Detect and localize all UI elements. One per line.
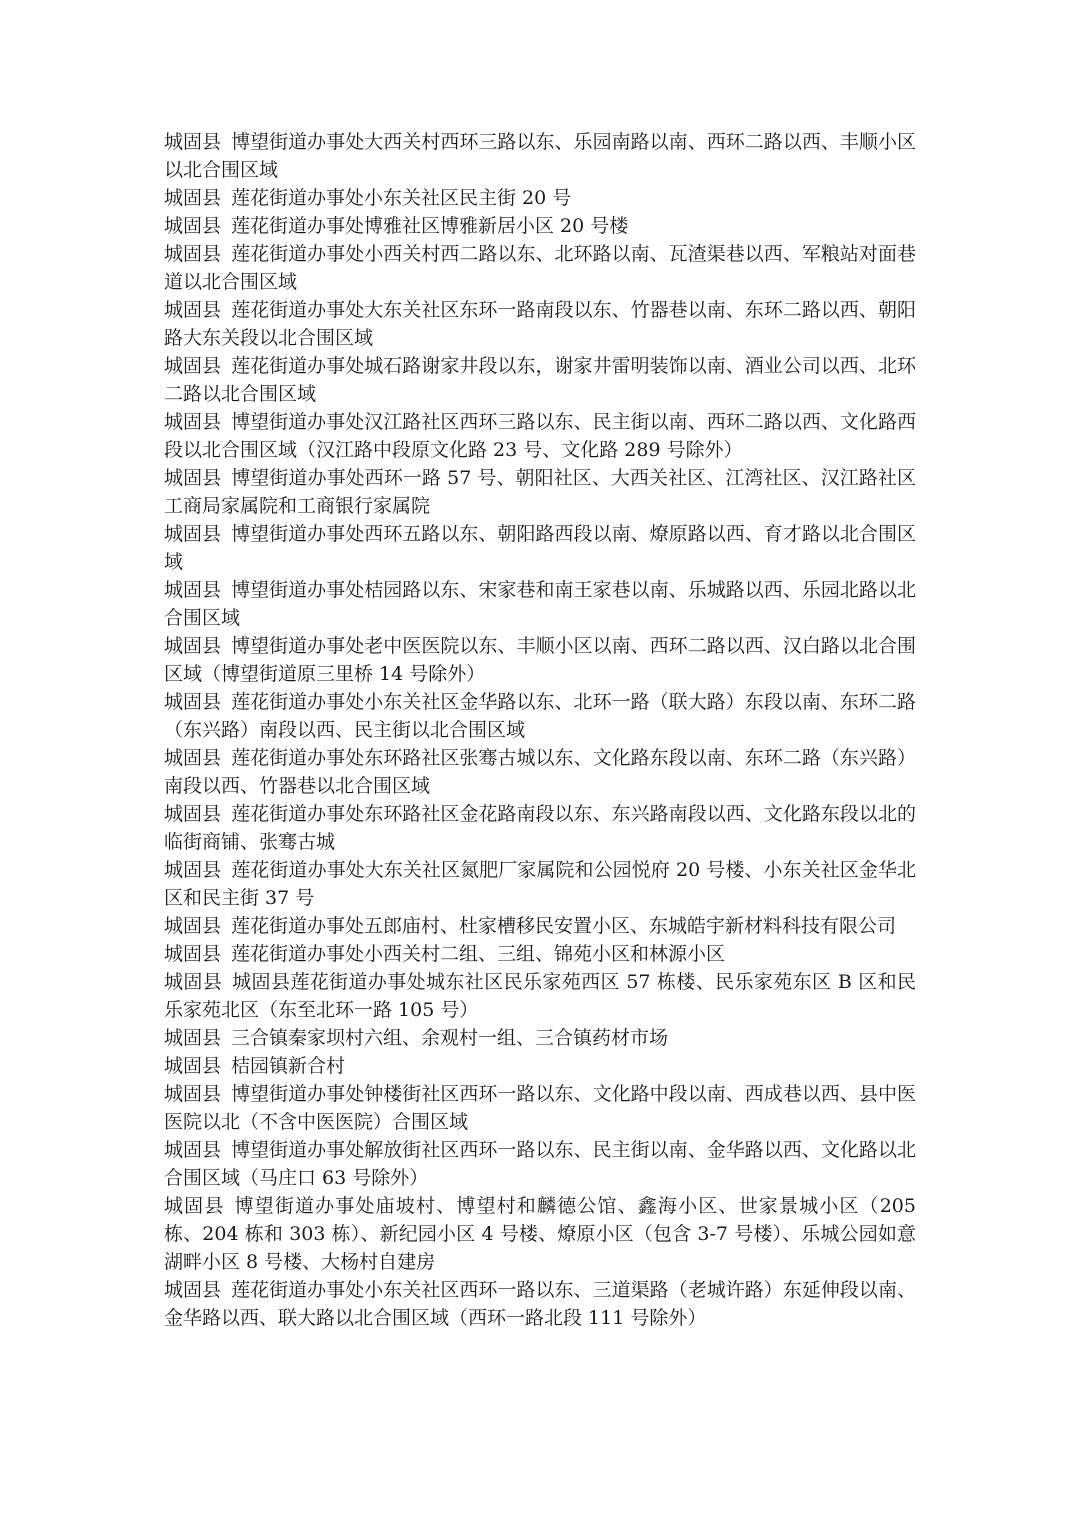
county-name: 城固县	[164, 1139, 222, 1161]
county-name: 城固县	[164, 131, 222, 153]
list-item	[164, 1024, 916, 1052]
area-description: 博望街道办事处西环五路以东、朝阳路西段以南、燎原路以西、育才路以北合围区域	[164, 523, 916, 573]
list-item	[164, 576, 916, 632]
area-description: 博望街道办事处庙坡村、博望村和麟德公馆、鑫海小区、世家景城小区（205 栋、204 栋和 303 栋）、新纪园小区 4 号楼、燎原小区（包含 3-7 号楼）、乐城公园如意湖畔小区 8 号楼、大杨村自建房	[164, 1195, 916, 1273]
list-item	[164, 968, 916, 1024]
list-item	[164, 856, 916, 912]
area-description: 博望街道办事处大西关村西环三路以东、乐园南路以南、西环二路以西、丰顺小区以北合围区域	[164, 131, 916, 181]
area-description: 莲花街道办事处东环路社区张骞古城以东、文化路东段以南、东环二路（东兴路）南段以西、竹器巷以北合围区域	[164, 747, 916, 797]
county-name: 城固县	[164, 187, 222, 209]
county-name: 城固县	[164, 215, 222, 237]
county-name: 城固县	[164, 579, 222, 601]
list-item	[164, 940, 916, 968]
area-description: 博望街道办事处解放街社区西环一路以东、民主街以南、金华路以西、文化路以北合围区域（马庄口 63 号除外）	[164, 1139, 916, 1189]
county-name: 城固县	[164, 747, 222, 769]
area-description: 博望街道办事处西环一路 57 号、朝阳社区、大西关社区、江湾社区、汉江路社区工商局家属院和工商银行家属院	[164, 467, 916, 517]
list-item	[164, 1276, 916, 1332]
list-item	[164, 632, 916, 688]
county-name: 城固县	[164, 299, 222, 321]
area-description: 莲花街道办事处城石路谢家井段以东，谢家井雷明装饰以南、酒业公司以西、北环二路以北合围区域	[164, 355, 916, 405]
list-item	[164, 408, 916, 464]
list-item	[164, 1136, 916, 1192]
area-description: 莲花街道办事处东环路社区金花路南段以东、东兴路南段以西、文化路东段以北的临街商铺、张骞古城	[164, 803, 916, 853]
area-description: 博望街道办事处桔园路以东、宋家巷和南王家巷以南、乐城路以西、乐园北路以北合围区域	[164, 579, 916, 629]
county-name: 城固县	[164, 355, 222, 377]
list-item	[164, 352, 916, 408]
county-name: 城固县	[164, 859, 222, 881]
list-item	[164, 520, 916, 576]
area-description: 博望街道办事处汉江路社区西环三路以东、民主街以南、西环二路以西、文化路西段以北合围区域（汉江路中段原文化路 23 号、文化路 289 号除外）	[164, 411, 916, 461]
county-name: 城固县	[164, 243, 222, 265]
area-description: 莲花街道办事处小西关村二组、三组、锦苑小区和林源小区	[231, 943, 726, 965]
county-name: 城固县	[164, 971, 223, 993]
list-item	[164, 184, 916, 212]
list-item	[164, 128, 916, 184]
area-description: 博望街道办事处钟楼街社区西环一路以东、文化路中段以南、西成巷以西、县中医医院以北（不含中医医院）合围区域	[164, 1083, 916, 1133]
list-item	[164, 1080, 916, 1136]
county-name: 城固县	[164, 467, 222, 489]
county-name: 城固县	[164, 803, 222, 825]
area-description: 莲花街道办事处博雅社区博雅新居小区 20 号楼	[231, 215, 629, 237]
county-name: 城固县	[164, 411, 222, 433]
area-description: 莲花街道办事处小东关社区金华路以东、北环一路（联大路）东段以南、东环二路（东兴路）南段以西、民主街以北合围区域	[164, 691, 916, 741]
list-item	[164, 688, 916, 744]
county-name: 城固县	[164, 1279, 222, 1301]
county-name: 城固县	[164, 635, 222, 657]
county-name: 城固县	[164, 943, 222, 965]
list-item	[164, 912, 916, 940]
document-body	[164, 128, 916, 1332]
area-description: 莲花街道办事处小西关村西二路以东、北环路以南、瓦渣渠巷以西、军粮站对面巷道以北合围区域	[164, 243, 916, 293]
county-name: 城固县	[164, 1027, 222, 1049]
area-description: 桔园镇新合村	[231, 1055, 346, 1077]
county-name: 城固县	[164, 1195, 225, 1217]
list-item	[164, 212, 916, 240]
county-name: 城固县	[164, 523, 222, 545]
list-item	[164, 1192, 916, 1276]
county-name: 城固县	[164, 1083, 222, 1105]
list-item	[164, 800, 916, 856]
area-description: 莲花街道办事处五郎庙村、杜家槽移民安置小区、东城皓宇新材料科技有限公司	[231, 915, 897, 937]
county-name: 城固县	[164, 1055, 222, 1077]
area-description: 莲花街道办事处小东关社区西环一路以东、三道渠路（老城许路）东延伸段以南、金华路以西、联大路以北合围区域（西环一路北段 111 号除外）	[164, 1279, 916, 1329]
list-item	[164, 296, 916, 352]
list-item	[164, 1052, 916, 1080]
area-description: 城固县莲花街道办事处城东社区民乐家苑西区 57 栋楼、民乐家苑东区 B 区和民乐家苑北区（东至北环一路 105 号）	[164, 971, 916, 1021]
area-description: 莲花街道办事处大东关社区氮肥厂家属院和公园悦府 20 号楼、小东关社区金华北区和民主街 37 号	[164, 859, 916, 909]
area-description: 莲花街道办事处小东关社区民主街 20 号	[231, 187, 572, 209]
county-name: 城固县	[164, 915, 222, 937]
area-description: 莲花街道办事处大东关社区东环一路南段以东、竹器巷以南、东环二路以西、朝阳路大东关段以北合围区域	[164, 299, 916, 349]
list-item	[164, 240, 916, 296]
list-item	[164, 464, 916, 520]
area-description: 博望街道办事处老中医医院以东、丰顺小区以南、西环二路以西、汉白路以北合围区域（博望街道原三里桥 14 号除外）	[164, 635, 916, 685]
list-item	[164, 744, 916, 800]
county-name: 城固县	[164, 691, 222, 713]
area-description: 三合镇秦家坝村六组、余观村一组、三合镇药材市场	[231, 1027, 669, 1049]
